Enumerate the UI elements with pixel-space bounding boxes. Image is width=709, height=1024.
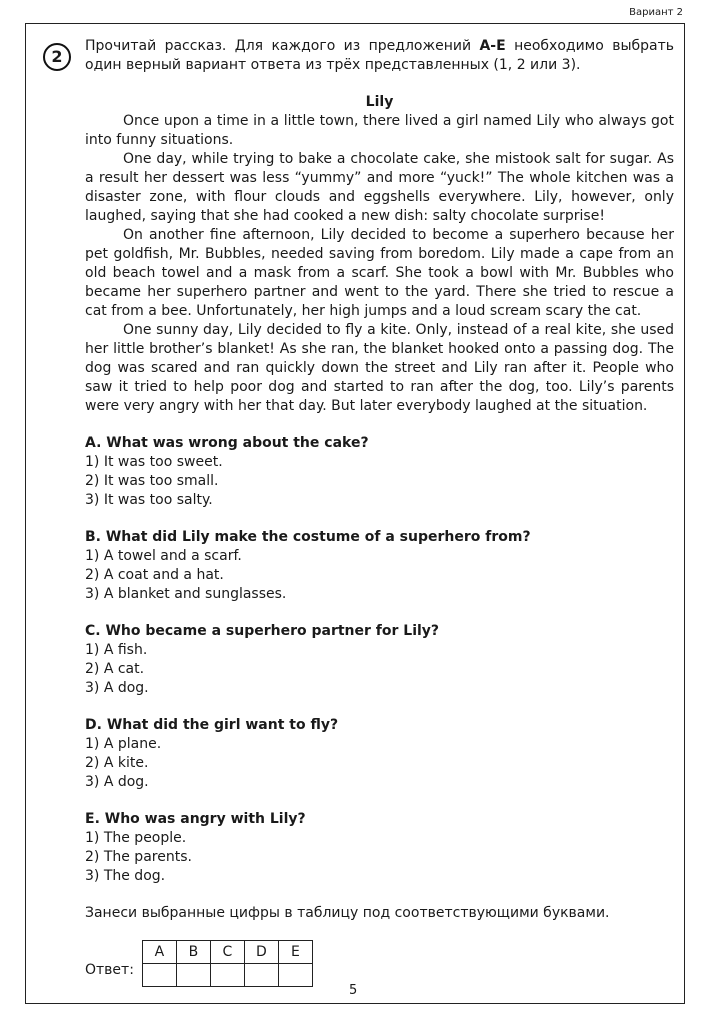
- question-b: [85, 528, 674, 604]
- final-instruction: Занеси выбранные цифры в таблицу под соответствующими буквами.: [85, 905, 610, 921]
- answer-option: 2) The parents.: [85, 849, 192, 865]
- story-paragraph: One day, while trying to bake a chocolate cake, she mistook salt for sugar. As a result her dessert was less “yummy” and more “yuck!” The whole kitchen was a disaster zone, with flour clouds and eggshells everywhere. Lily, however, only laughed, saying that she had cooked a new dish: salty chocolate surprise!: [85, 151, 674, 224]
- question-e: [85, 810, 674, 886]
- answer-section: [85, 940, 313, 987]
- question-text: A. What was wrong about the cake?: [85, 435, 369, 451]
- question-a: [85, 434, 674, 510]
- question-text: B. What did Lily make the costume of a superhero from?: [85, 529, 531, 545]
- answer-letter-c: C: [210, 941, 244, 964]
- answer-option: 3) A dog.: [85, 680, 149, 696]
- answer-cell-d[interactable]: [244, 964, 278, 987]
- answer-cell-b[interactable]: [176, 964, 210, 987]
- answer-letter-a: A: [142, 941, 176, 964]
- answer-table: [142, 940, 313, 987]
- answer-option: 2) A cat.: [85, 661, 145, 677]
- variant-label: Вариант 2: [629, 7, 683, 18]
- answer-option: 1) A towel and a scarf.: [85, 548, 242, 564]
- answer-cell-a[interactable]: [142, 964, 176, 987]
- answer-option: 3) A blanket and sunglasses.: [85, 586, 287, 602]
- answer-option: 2) A coat and a hat.: [85, 567, 224, 583]
- question-text: D. What did the girl want to fly?: [85, 717, 339, 733]
- answer-letter-b: B: [176, 941, 210, 964]
- story-paragraph: Once upon a time in a little town, there lived a girl named Lily who always got into funny situations.: [85, 113, 674, 148]
- task-instruction: Прочитай рассказ. Для каждого из предложений A-E необходимо выбрать один верный вариант ответа из трёх представленных (1, 2 или 3).: [85, 38, 674, 73]
- answer-letter-d: D: [244, 941, 278, 964]
- answer-option: 3) It was too salty.: [85, 492, 213, 508]
- answer-letter-e: E: [278, 941, 312, 964]
- story-paragraph: On another fine afternoon, Lily decided to become a superhero because her pet goldfish, Mr. Bubbles, needed saving from boredom. Lily made a cape from an old beach towel and a mask from a scarf. She took a bowl with Mr. Bubbles who became her superhero partner and went to the yard. There she tried to rescue a cat from a bee. Unfortunately, her high jumps and a loud scream scary the cat.: [85, 227, 674, 319]
- answer-option: 3) A dog.: [85, 774, 149, 790]
- question-text: E. Who was angry with Lily?: [85, 811, 306, 827]
- answer-option: 2) A kite.: [85, 755, 149, 771]
- task-content: [85, 37, 674, 937]
- question-d: [85, 716, 674, 792]
- task-number-badge: 2: [43, 43, 71, 71]
- page-number: 5: [349, 983, 358, 998]
- answer-option: 3) The dog.: [85, 868, 166, 884]
- answer-option: 1) It was too sweet.: [85, 454, 223, 470]
- answer-cell-c[interactable]: [210, 964, 244, 987]
- answer-option: 1) The people.: [85, 830, 187, 846]
- answer-option: 2) It was too small.: [85, 473, 219, 489]
- answer-option: 1) A plane.: [85, 736, 162, 752]
- story-title: Lily: [365, 94, 394, 110]
- question-text: C. Who became a superhero partner for Lily?: [85, 623, 440, 639]
- answer-label: Ответ:: [85, 961, 134, 978]
- story-paragraph: One sunny day, Lily decided to fly a kite. Only, instead of a real kite, she used her little brother’s blanket! As she ran, the blanket hooked onto a passing dog. The dog was scared and ran quickly down the street and Lily ran after it. People who saw it tried to help poor dog and started to ran after the dog, too. Lily’s parents were very angry with her that day. But later everybody laughed at the situation.: [85, 322, 674, 414]
- question-c: [85, 622, 674, 698]
- answer-option: 1) A fish.: [85, 642, 148, 658]
- answer-cell-e[interactable]: [278, 964, 312, 987]
